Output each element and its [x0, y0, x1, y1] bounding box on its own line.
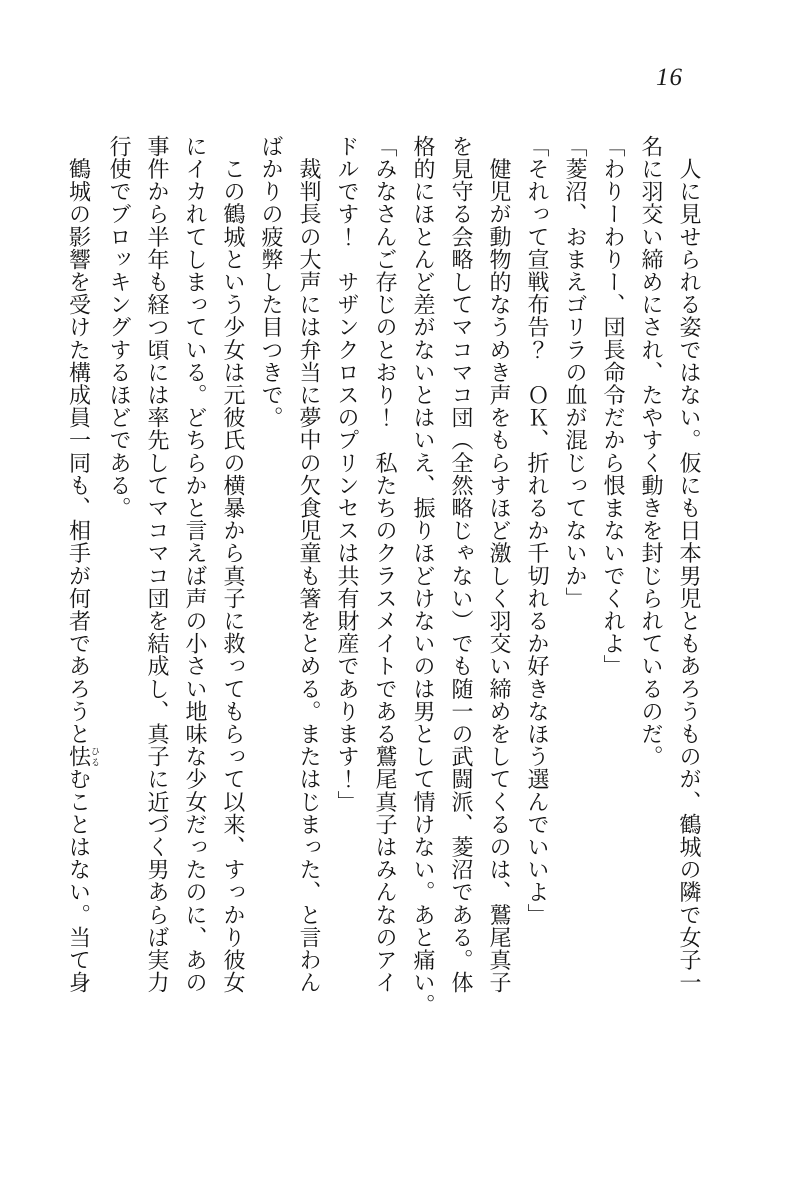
text-line: ばかりの疲弊した目つきで。: [259, 135, 284, 429]
text-line: 名に羽交い締めにされ、たやすく動きを封じられているのだ。: [639, 135, 664, 768]
text-line: 事件から半年も経つ頃には率先してマコマコ団を結成し、真子に近づく男あらば実力: [145, 135, 170, 994]
text-line: ドルです！ サザンクロスのプリンセスは共有財産であります！」: [335, 135, 360, 813]
ruby-annotated-character: 怯ひる: [66, 745, 100, 768]
page-number: 16: [656, 64, 683, 91]
text-line: この鶴城という少女は元彼氏の横暴から真子に救ってもらって以来、すっかり彼女: [221, 135, 246, 994]
text-line: 裁判長の大声には弁当に夢中の欠食児童も箸をとめる。またはじまった、と言わん: [297, 135, 322, 994]
text-line: 「それって宣戦布告？ ＯＫ、折れるか千切れるか好きなほう選んでいいよ」: [525, 135, 550, 926]
text-line: 「菱沼、おまえゴリラの血が混じってないか」: [563, 135, 588, 610]
text-body: [60, 135, 709, 1035]
text-line: 行使でブロッキングするほどである。: [107, 135, 132, 520]
text-line: 「みなさんご存じのとおり！ 私たちのクラスメイトである鷲尾真子はみんなのアイ: [373, 135, 398, 994]
furigana: ひる: [90, 745, 100, 768]
text-line: 鶴城の影響を受けた構成員一同も、相手が何者であろうと怯ひるむことはない。当て身: [66, 135, 100, 994]
text-line: にイカれてしまっている。どちらかと言えば声の小さい地味な少女だったのに、あの: [183, 135, 208, 994]
text-line: 「わりーわりー、団長命令だから恨まないでくれよ」: [601, 135, 626, 678]
text-line: を見守る会略してマコマコ団（全然略じゃない）でも随一の武闘派、菱沼である。体: [449, 135, 474, 994]
text-line: 健児が動物的なうめき声をもらすほど激しく羽交い締めをしてくるのは、鷲尾真子: [487, 135, 512, 994]
text-line: 人に見せられる姿ではない。仮にも日本男児ともあろうものが、鶴城の隣で女子一: [677, 135, 702, 994]
text-line: 格的にほとんど差がないとはいえ、振りほどけないのは男として情けない。あと痛い。: [411, 135, 436, 1017]
